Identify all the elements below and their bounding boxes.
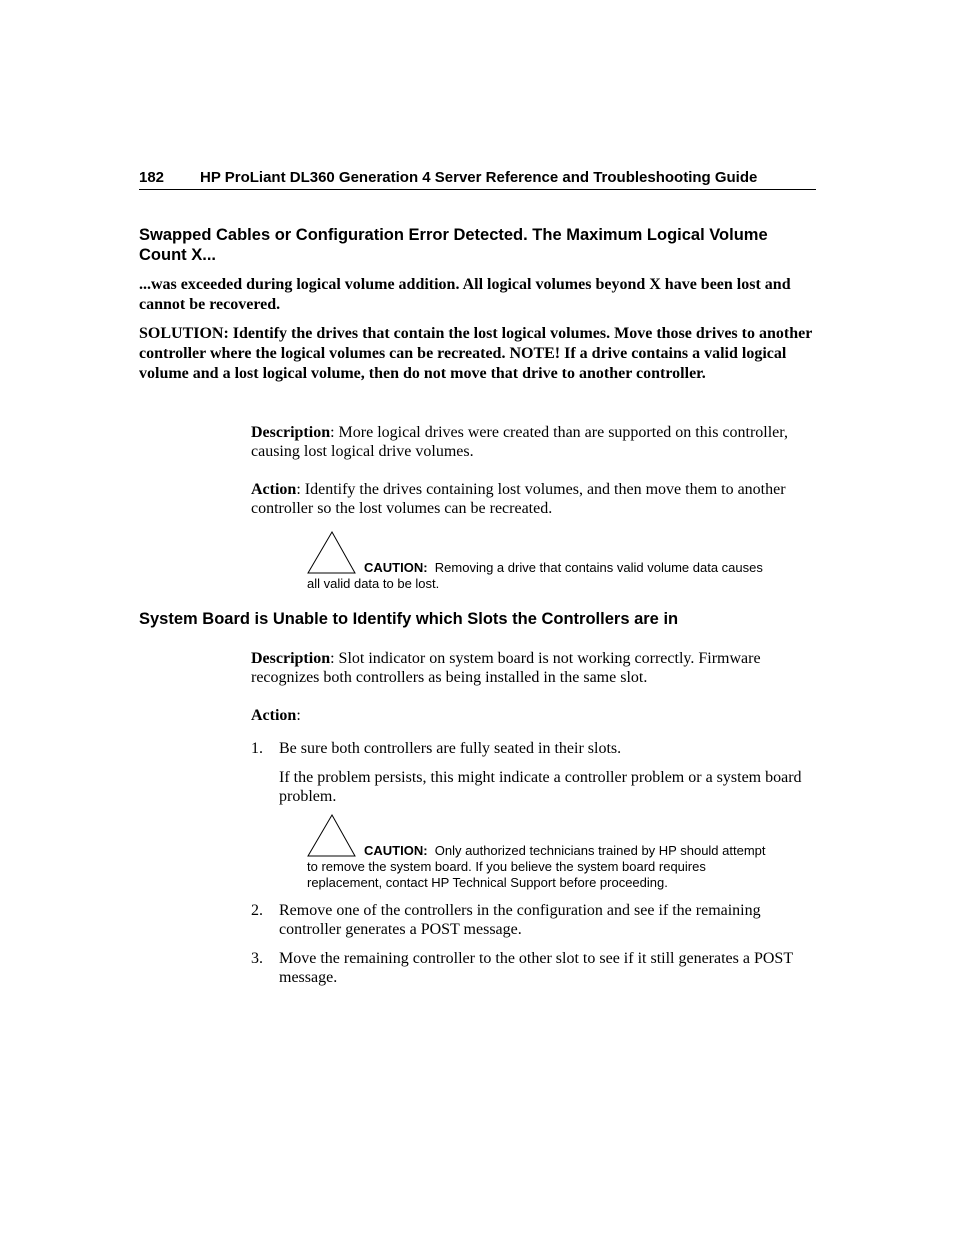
action-label: Action <box>251 481 297 498</box>
step-text: Remove one of the controllers in the configuration and see if the remaining controller generates a POST message. <box>279 902 761 938</box>
step1-followup: If the problem persists, this might indicate a controller problem or a system board problem. <box>279 769 802 805</box>
action-label: Action <box>251 707 297 724</box>
step-number: 1. <box>251 740 263 757</box>
caution-label: CAUTION: <box>364 843 428 858</box>
step-text: Move the remaining controller to the other slot to see if it still generates a POST message. <box>279 950 793 986</box>
description-label: Description <box>251 650 331 667</box>
section1-description <box>251 423 806 461</box>
description-text: : More logical drives were created than are supported on this controller, causing lost logical drive volumes. <box>251 424 788 460</box>
header-rule <box>139 189 816 190</box>
section1-solution-block <box>139 324 816 384</box>
action-text: : Identify the drives containing lost volumes, and then move them to another controller so the lost volumes can be recreated. <box>251 481 786 517</box>
section1-solution: SOLUTION: Identify the drives that contain the lost logical volumes. Move those drives to another controller where the logical volumes can be recreated. NOTE! If a drive contains a valid logical volume and a lost logical volume, then do not move that drive to another controller. <box>139 325 813 382</box>
step-number: 2. <box>251 902 263 919</box>
caution-box-2 <box>307 814 777 894</box>
caution-box-1 <box>307 531 767 593</box>
section1-intro-block <box>139 275 816 315</box>
page-number: 182 <box>139 169 165 186</box>
running-header <box>139 168 816 188</box>
section2-description-block <box>251 649 806 687</box>
section1-heading: Swapped Cables or Configuration Error Detected. The Maximum Logical Volume Count X... <box>139 226 768 264</box>
section1-action <box>251 480 806 518</box>
section2-heading: System Board is Unable to Identify which Slots the Controllers are in <box>139 610 679 628</box>
caution-1-text-block <box>307 560 767 592</box>
section2-description <box>251 649 806 687</box>
caution-text: Only authorized technicians trained by HP should attempt to remove the system board. If you believe the system board requires replacement, contact HP Technical Support before proceeding. <box>307 843 766 890</box>
description-text: : Slot indicator on system board is not working correctly. Firmware recognizes both controllers as being installed in the same slot. <box>251 650 761 686</box>
caution-label: CAUTION: <box>364 560 428 575</box>
step-number: 3. <box>251 950 263 967</box>
action-text: : <box>296 707 301 724</box>
section1-description-block <box>251 423 806 461</box>
section2-action-block <box>251 706 806 725</box>
section1-action-block <box>251 480 806 518</box>
caution-text: Removing a drive that contains valid volume data causes all valid data to be lost. <box>307 560 763 591</box>
step1-followup-block <box>279 768 806 806</box>
caution-2-text-block <box>307 843 777 891</box>
step-text: Be sure both controllers are fully seated in their slots. <box>279 740 622 757</box>
description-label: Description <box>251 424 331 441</box>
section2-heading-block <box>139 609 816 629</box>
section1-heading-block <box>139 225 816 265</box>
document-title: HP ProLiant DL360 Generation 4 Server Reference and Troubleshooting Guide <box>200 169 758 186</box>
section1-intro: ...was exceeded during logical volume addition. All logical volumes beyond X have been lost and cannot be recovered. <box>139 276 791 313</box>
section2-action <box>251 706 806 725</box>
